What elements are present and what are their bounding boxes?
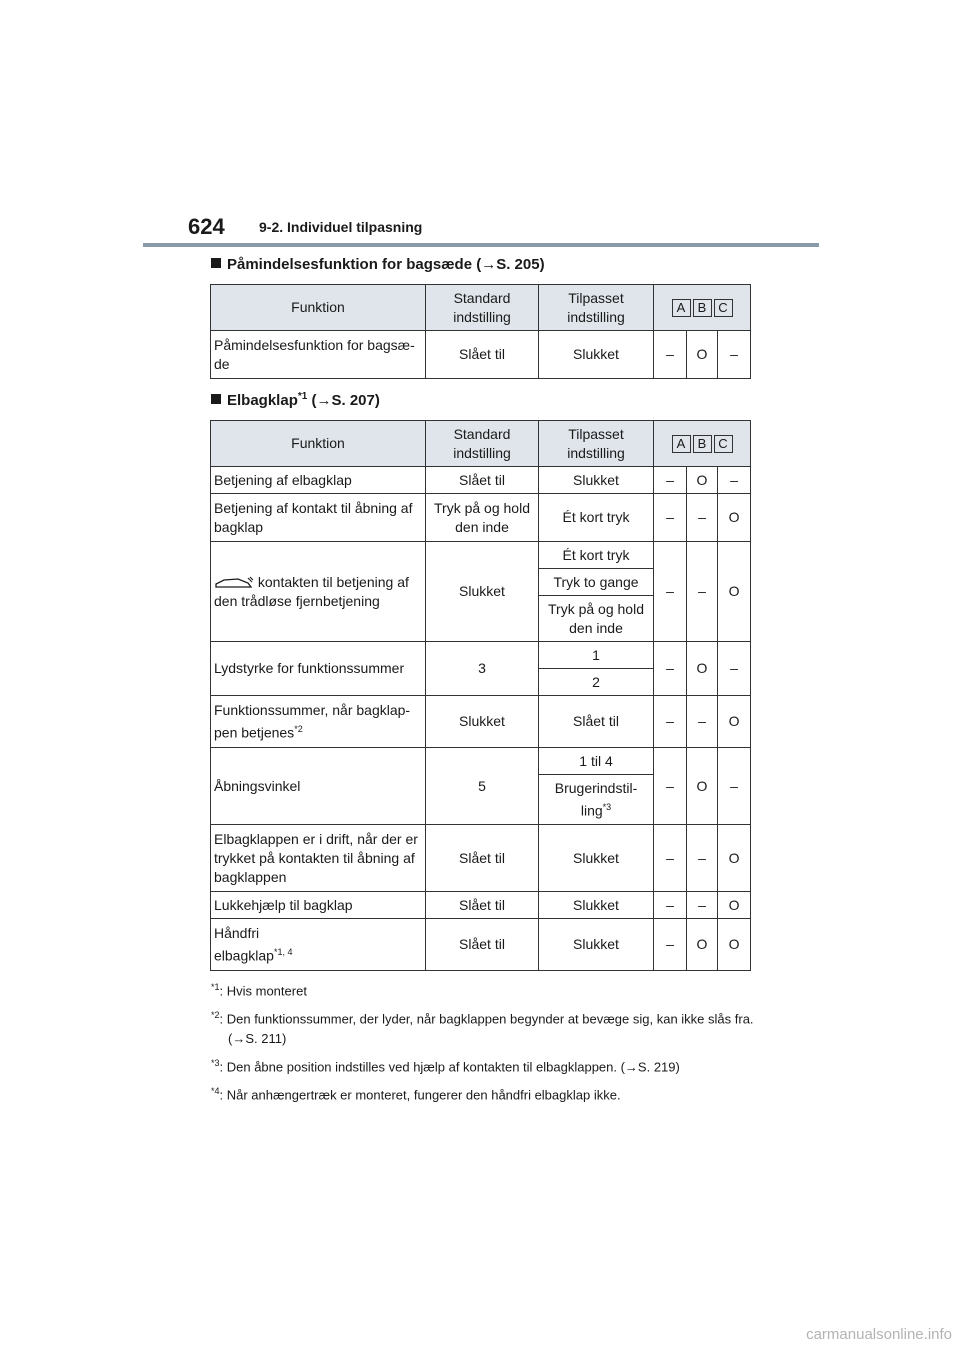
function-text: kontakten til betjening af den trådløse fjernbetjening (214, 573, 409, 609)
cell-custom: Tryk på og hold den inde (539, 596, 654, 642)
col-abc (654, 285, 751, 331)
cell-c: – (718, 642, 751, 696)
col-a-label: A (672, 435, 691, 453)
square-bullet-icon (211, 394, 221, 404)
col-custom: Tilpasset indstilling (539, 285, 654, 331)
footnote-text: : Den åbne position indstilles ved hjælp af kontakten til elbagklappen. (→S. 219) (219, 1058, 680, 1074)
table-row (211, 919, 751, 971)
cell-b: – (687, 892, 718, 919)
cell-custom: Slukket (539, 892, 654, 919)
cell-b: – (687, 825, 718, 892)
cell-a: – (654, 494, 687, 542)
tailgate-car-icon (214, 576, 254, 590)
cell-c: O (718, 892, 751, 919)
section-heading-seat-reminder (211, 256, 545, 273)
cell-standard: Slået til (426, 331, 539, 379)
heading-text: Påmindelsesfunktion for bagsæde (→S. 205) (227, 256, 545, 273)
cell-c: – (718, 467, 751, 494)
col-standard: Standard indstilling (426, 421, 539, 467)
cell-custom: Slukket (539, 331, 654, 379)
col-function: Funktion (211, 285, 426, 331)
function-text-line1: Håndfri (214, 924, 260, 941)
watermark: carmanualsonline.info (806, 1326, 952, 1343)
col-custom: Tilpasset indstilling (539, 421, 654, 467)
footnote-mark: *4 (211, 1085, 220, 1096)
cell-c: O (718, 696, 751, 748)
col-b-label: B (693, 435, 712, 453)
col-c-label: C (714, 435, 733, 453)
cell-c: – (718, 748, 751, 825)
footnote-mark: *3 (602, 801, 612, 812)
cell-c: O (718, 825, 751, 892)
footnote-mark: *2 (294, 723, 303, 734)
cell-standard: Slukket (426, 696, 539, 748)
cell-standard: Slået til (426, 892, 539, 919)
footnote (211, 1054, 771, 1076)
cell-custom: Slået til (539, 696, 654, 748)
cell-standard: Slået til (426, 919, 539, 971)
footnote-mark: *3 (211, 1057, 220, 1068)
cell-function: Betjening af elbagklap (211, 467, 426, 494)
chapter-title: 9-2. Individuel tilpasning (259, 219, 423, 235)
cell-b: O (687, 467, 718, 494)
cell-c: – (718, 331, 751, 379)
table-row (211, 331, 751, 379)
cell-standard: Slået til (426, 467, 539, 494)
footnote-mark: *1 (211, 982, 220, 992)
square-bullet-icon (211, 258, 221, 268)
table-row (211, 748, 751, 775)
cell-b: O (687, 331, 718, 379)
cell-standard: 5 (426, 748, 539, 825)
cell-b: O (687, 748, 718, 825)
cell-a: – (654, 696, 687, 748)
table-row (211, 642, 751, 669)
table-row (211, 825, 751, 892)
cell-function (211, 542, 426, 642)
cell-a: – (654, 642, 687, 696)
cell-a: – (654, 542, 687, 642)
col-c-label: C (714, 299, 733, 317)
cell-custom: 1 til 4 (539, 748, 654, 775)
seat-reminder-table (210, 284, 751, 379)
heading-text: Elbagklap (227, 392, 298, 409)
footnotes (211, 978, 771, 1110)
cell-standard: Tryk på og hold den inde (426, 494, 539, 542)
cell-c: O (718, 494, 751, 542)
cell-custom: 1 (539, 642, 654, 669)
heading-footnote-mark: *1 (297, 391, 308, 402)
cell-a: – (654, 825, 687, 892)
footnote (211, 978, 771, 1000)
table-row (211, 542, 751, 569)
custom-text: Brugerindstil-ling (554, 779, 638, 819)
page-number: 624 (188, 214, 225, 239)
cell-c: O (718, 919, 751, 971)
table-row (211, 696, 751, 748)
col-abc (654, 421, 751, 467)
footnote-mark: *1, 4 (273, 946, 293, 957)
cell-a: – (654, 467, 687, 494)
cell-standard: Slået til (426, 825, 539, 892)
footnote-mark: *2 (211, 1010, 220, 1021)
cell-a: – (654, 748, 687, 825)
function-text: Funktionssummer, når bagklap-pen betjenes (214, 701, 411, 741)
cell-function: Påmindelsesfunktion for bagsæ-de (211, 331, 426, 379)
cell-b: – (687, 542, 718, 642)
cell-function: Lukkehjælp til bagklap (211, 892, 426, 919)
cell-custom: Ét kort tryk (539, 542, 654, 569)
footnote-text: : Hvis monteret (219, 983, 307, 999)
cell-b: – (687, 494, 718, 542)
footnote (211, 1006, 771, 1047)
cell-b: O (687, 919, 718, 971)
cell-b: O (687, 642, 718, 696)
cell-custom (539, 775, 654, 825)
cell-custom: Slukket (539, 467, 654, 494)
col-standard: Standard indstilling (426, 285, 539, 331)
power-tailgate-table (210, 420, 751, 971)
footnote-text: : Når anhængertræk er monteret, fungerer den håndfri elbagklap ikke. (219, 1087, 621, 1103)
cell-function: Lydstyrke for funktionssummer (211, 642, 426, 696)
table-row (211, 494, 751, 542)
cell-standard: 3 (426, 642, 539, 696)
cell-custom: Slukket (539, 919, 654, 971)
cell-function (211, 696, 426, 748)
cell-custom: Ét kort tryk (539, 494, 654, 542)
cell-custom: Slukket (539, 825, 654, 892)
heading-ref: (→S. 207) (307, 392, 380, 409)
cell-custom: Tryk to gange (539, 569, 654, 596)
cell-function: Elbagklappen er i drift, når der er trykket på kontakten til åbning af bagklappen (211, 825, 426, 892)
cell-custom: 2 (539, 669, 654, 696)
cell-b: – (687, 696, 718, 748)
cell-a: – (654, 331, 687, 379)
header-rule (143, 243, 819, 247)
footnote (211, 1082, 771, 1104)
table-row (211, 892, 751, 919)
cell-function (211, 919, 426, 971)
cell-function: Åbningsvinkel (211, 748, 426, 825)
col-a-label: A (672, 299, 691, 317)
col-b-label: B (693, 299, 712, 317)
cell-a: – (654, 892, 687, 919)
col-function: Funktion (211, 421, 426, 467)
cell-c: O (718, 542, 751, 642)
table-row (211, 467, 751, 494)
function-text-line2: elbagklap (214, 947, 274, 964)
section-heading-power-tailgate (211, 391, 380, 409)
footnote-text: : Den funktionssummer, der lyder, når bagklappen begynder at bevæge sig, kan ikke slås fra. (→S. 211) (219, 1011, 754, 1046)
cell-standard: Slukket (426, 542, 539, 642)
cell-function: Betjening af kontakt til åbning af bagklap (211, 494, 426, 542)
cell-a: – (654, 919, 687, 971)
